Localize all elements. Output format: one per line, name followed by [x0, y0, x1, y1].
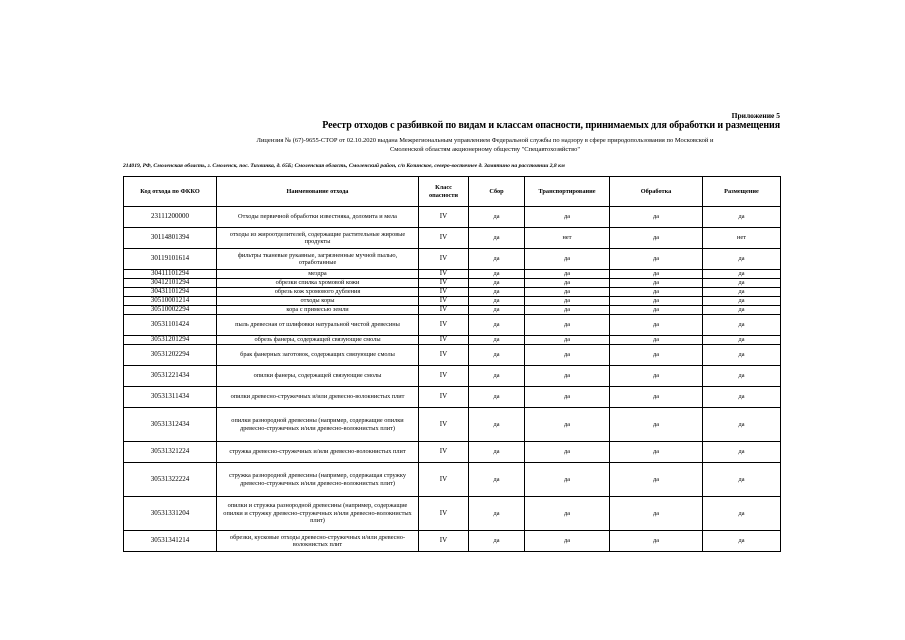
cell-name: обрезь фанеры, содержащей связующие смолы — [217, 336, 419, 345]
cell-name: кора с примесью земли — [217, 306, 419, 315]
cell-name: опилки древесно-стружечных и/или древесно-волокнистых плит — [217, 387, 419, 408]
table-row — [124, 288, 781, 297]
cell-name: опилки разнородной древесины (например, содержащие опилки древесно-стружечных и/или древесно-волокнистых плит) — [217, 408, 419, 442]
cell-transport: да — [525, 408, 610, 442]
license-line-1: Лицензия № (67)-9655-СТОР от 02.10.2020 выдана Межрегиональным управлением Федеральной службы по надзору в сфере природопользования по Московской и — [256, 137, 714, 144]
cell-process: да — [610, 345, 703, 366]
cell-class: IV — [419, 249, 469, 270]
table-row — [124, 408, 781, 442]
cell-class: IV — [419, 497, 469, 531]
cell-class: IV — [419, 315, 469, 336]
cell-collect: да — [469, 387, 525, 408]
cell-class: IV — [419, 288, 469, 297]
cell-transport: да — [525, 387, 610, 408]
cell-transport: да — [525, 279, 610, 288]
table-row — [124, 279, 781, 288]
cell-transport: да — [525, 297, 610, 306]
cell-code: 30531201294 — [124, 336, 217, 345]
cell-class: IV — [419, 387, 469, 408]
cell-class: IV — [419, 306, 469, 315]
cell-place: да — [703, 306, 781, 315]
cell-code: 30510001214 — [124, 297, 217, 306]
cell-name: Отходы первичной обработки известняка, доломита и мела — [217, 207, 419, 228]
cell-name: пыль древесная от шлифовки натуральной чистой древесины — [217, 315, 419, 336]
cell-place: да — [703, 279, 781, 288]
cell-class: IV — [419, 531, 469, 552]
table-row — [124, 345, 781, 366]
cell-code: 30411101294 — [124, 270, 217, 279]
cell-collect: да — [469, 442, 525, 463]
cell-code: 30531311434 — [124, 387, 217, 408]
header-class: Класс опасности — [419, 177, 469, 207]
cell-code: 30119101614 — [124, 249, 217, 270]
cell-code: 30531331204 — [124, 497, 217, 531]
cell-collect: да — [469, 336, 525, 345]
cell-collect: да — [469, 288, 525, 297]
cell-process: да — [610, 497, 703, 531]
cell-code: 23111200000 — [124, 207, 217, 228]
cell-transport: да — [525, 366, 610, 387]
cell-place: да — [703, 288, 781, 297]
cell-place: да — [703, 408, 781, 442]
cell-collect: да — [469, 297, 525, 306]
cell-collect: да — [469, 463, 525, 497]
cell-name: опилки и стружка разнородной древесины (например, содержащие опилки и стружку древесно-стружечных и/или древесно-волокнистых плит) — [217, 497, 419, 531]
table-row — [124, 249, 781, 270]
table-row — [124, 531, 781, 552]
cell-transport: да — [525, 288, 610, 297]
cell-transport: да — [525, 270, 610, 279]
table-row — [124, 207, 781, 228]
cell-collect: да — [469, 279, 525, 288]
cell-class: IV — [419, 207, 469, 228]
cell-collect: да — [469, 207, 525, 228]
cell-place: да — [703, 531, 781, 552]
cell-process: да — [610, 279, 703, 288]
table-row — [124, 387, 781, 408]
table-row — [124, 228, 781, 249]
cell-place: да — [703, 270, 781, 279]
cell-transport: да — [525, 249, 610, 270]
cell-collect: да — [469, 408, 525, 442]
cell-name: стружка древесно-стружечных и/или древесно-волокнистых плит — [217, 442, 419, 463]
cell-name: обрезь кож хромового дубления — [217, 288, 419, 297]
cell-process: да — [610, 270, 703, 279]
cell-process: да — [610, 408, 703, 442]
table-row — [124, 463, 781, 497]
cell-code: 30531202294 — [124, 345, 217, 366]
table-row — [124, 442, 781, 463]
cell-class: IV — [419, 408, 469, 442]
cell-class: IV — [419, 270, 469, 279]
cell-place: да — [703, 297, 781, 306]
cell-place: да — [703, 366, 781, 387]
cell-process: да — [610, 531, 703, 552]
cell-code: 30531312434 — [124, 408, 217, 442]
cell-name: мездра — [217, 270, 419, 279]
cell-collect: да — [469, 315, 525, 336]
header-collect: Сбор — [469, 177, 525, 207]
cell-place: да — [703, 249, 781, 270]
cell-transport: да — [525, 315, 610, 336]
cell-class: IV — [419, 345, 469, 366]
cell-place: да — [703, 315, 781, 336]
address-text: 214019, РФ, Смоленская область, г. Смоленск, пос. Тихвинка, д. 65Б; Смоленская область, Смоленский район, с/п Козинское, северо-восточнее д. Замятино на расстоянии 2,8 км — [123, 163, 565, 169]
cell-code: 30531322224 — [124, 463, 217, 497]
cell-collect: да — [469, 497, 525, 531]
cell-transport: да — [525, 336, 610, 345]
cell-name: обрезки спилка хромовой кожи — [217, 279, 419, 288]
cell-collect: да — [469, 345, 525, 366]
cell-transport: да — [525, 345, 610, 366]
cell-process: да — [610, 228, 703, 249]
cell-collect: да — [469, 306, 525, 315]
cell-place: да — [703, 207, 781, 228]
cell-name: отходы коры — [217, 297, 419, 306]
cell-class: IV — [419, 463, 469, 497]
cell-place: да — [703, 345, 781, 366]
cell-code: 30431101294 — [124, 288, 217, 297]
cell-process: да — [610, 288, 703, 297]
cell-transport: да — [525, 463, 610, 497]
table-header-row — [124, 177, 781, 207]
license-text — [190, 136, 780, 154]
cell-name: стружка разнородной древесины (например, содержащая стружку древесно-стружечных и/или древесно-волокнистых плит) — [217, 463, 419, 497]
table-row — [124, 336, 781, 345]
cell-place: да — [703, 463, 781, 497]
cell-process: да — [610, 249, 703, 270]
table-row — [124, 315, 781, 336]
cell-collect: да — [469, 531, 525, 552]
cell-collect: да — [469, 270, 525, 279]
cell-code: 30531221434 — [124, 366, 217, 387]
cell-code: 30531321224 — [124, 442, 217, 463]
cell-transport: нет — [525, 228, 610, 249]
cell-place: да — [703, 497, 781, 531]
cell-process: да — [610, 336, 703, 345]
cell-transport: да — [525, 531, 610, 552]
table-row — [124, 497, 781, 531]
cell-process: да — [610, 315, 703, 336]
cell-class: IV — [419, 297, 469, 306]
appendix-label: Приложение 5 — [731, 111, 780, 120]
cell-place: да — [703, 442, 781, 463]
cell-class: IV — [419, 279, 469, 288]
cell-code: 30531341214 — [124, 531, 217, 552]
cell-name: опилки фанеры, содержащей связующие смолы — [217, 366, 419, 387]
cell-name: обрезки, кусковые отходы древесно-стружечных и/или древесно-волокнистых плит — [217, 531, 419, 552]
cell-transport: да — [525, 497, 610, 531]
cell-code: 30412101294 — [124, 279, 217, 288]
cell-class: IV — [419, 442, 469, 463]
cell-name: брак фанерных заготовок, содержащих связующие смолы — [217, 345, 419, 366]
cell-class: IV — [419, 366, 469, 387]
table-row — [124, 270, 781, 279]
header-name: Наименование отхода — [217, 177, 419, 207]
cell-transport: да — [525, 207, 610, 228]
cell-process: да — [610, 306, 703, 315]
cell-process: да — [610, 297, 703, 306]
cell-transport: да — [525, 306, 610, 315]
cell-class: IV — [419, 336, 469, 345]
table-row — [124, 297, 781, 306]
header-code: Код отхода по ФККО — [124, 177, 217, 207]
table-body — [124, 207, 781, 552]
cell-place: да — [703, 336, 781, 345]
license-line-2: Смоленской областям акционерному обществу "Спецавтохозяйство" — [389, 146, 581, 153]
cell-collect: да — [469, 249, 525, 270]
header-transport: Транспортирование — [525, 177, 610, 207]
cell-process: да — [610, 366, 703, 387]
table-row — [124, 366, 781, 387]
cell-process: да — [610, 207, 703, 228]
cell-process: да — [610, 442, 703, 463]
cell-code: 30510002294 — [124, 306, 217, 315]
cell-process: да — [610, 463, 703, 497]
cell-class: IV — [419, 228, 469, 249]
cell-collect: да — [469, 228, 525, 249]
cell-place: да — [703, 387, 781, 408]
header-process: Обработка — [610, 177, 703, 207]
cell-place: нет — [703, 228, 781, 249]
table-row — [124, 306, 781, 315]
cell-code: 30114801394 — [124, 228, 217, 249]
cell-name: фильтры тканевые рукавные, загрязненные мучной пылью, отработанные — [217, 249, 419, 270]
cell-code: 30531101424 — [124, 315, 217, 336]
waste-registry-table — [123, 176, 781, 552]
header-place: Размещение — [703, 177, 781, 207]
cell-name: отходы из жироотделителей, содержащие растительные жировые продукты — [217, 228, 419, 249]
cell-collect: да — [469, 366, 525, 387]
document-title: Реестр отходов с разбивкой по видам и классам опасности, принимаемых для обработки и размещения — [322, 120, 780, 131]
cell-transport: да — [525, 442, 610, 463]
cell-process: да — [610, 387, 703, 408]
